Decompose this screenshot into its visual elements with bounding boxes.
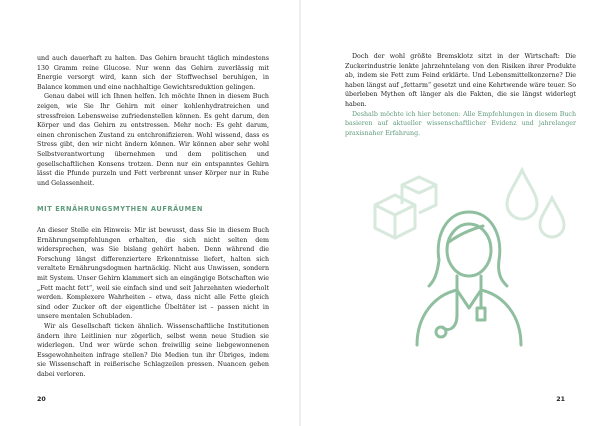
right-page	[301, 0, 600, 426]
right-text-block	[345, 52, 576, 138]
left-text-block-1	[37, 54, 269, 188]
paragraph: Wir als Gesellschaft ticken ähnlich. Wissenschaftliche Institutionen ändern ihre Leitlinien nur zögerlich, selbst wenn neue Studien sie widerlegen. Und wer würde schon freiwillig seine liebgewonnenen Essgewohnheiten infrage stellen? Die Medien tun ihr Übriges, indem sie Wissenschaft in reißerische Schlagzeilen pressen. Nuancen gehen dabei verloren.	[37, 322, 269, 378]
left-text-block-2	[37, 226, 269, 380]
doctor-icon	[417, 212, 521, 345]
paragraph: Genau dabei will ich Ihnen helfen. Ich möchte Ihnen in diesem Buch zeigen, wie Sie Ihr Gehirn mit einer kohlenhydratreichen und stressfreien Lebensweise zufriedenstellen können. Es geht darum, den Körper und das Gehirn zu entstressen. Mehr noch: Es geht darum, einen chronischen Zustand zu entchronifizieren. Wohl wissend, dass es Stress gibt, den wir nicht ändern können. Wir können aber sehr wohl Selbstverantwortung übernehmen und dem politischen und gesellschaftlichen Konsens trotzen. Denn nur ein entspanntes Gehirn lässt die Pfunde purzeln und Fett verbrennt unser Körper nur in Ruhe und Gelassenheit.	[37, 93, 269, 187]
paragraph: und auch dauerhaft zu halten. Das Gehirn braucht täglich mindestens 130 Gramm reine Glucose. Nur wenn das Gehirn zuverlässig mit Energie versorgt wird, kann sich der Stoffwechsel beruhigen, in Balance kommen und eine nachhaltige Gewichtsreduktion gelingen.	[37, 55, 269, 91]
page-number-right: 21	[556, 396, 565, 403]
paragraph: Doch der wohl größte Bremsklotz sitzt in der Wirtschaft: Die Zuckerindustrie lenkte jahrzehntelang von den Risiken ihrer Produkte ab, indem sie Fett zum Feind erklärte. Und Lebensmittelkonzerne? Die haben längst auf „fettarm“ gesetzt und eine Kehrtwende wäre teuer. So überleben Mythen oft länger als die Fakten, die sie längst widerlegt haben.	[345, 53, 576, 108]
page-number-left: 20	[37, 396, 46, 403]
paragraph: An dieser Stelle ein Hinweis: Mir ist bewusst, dass Sie in diesem Buch Ernährungsempfehlungen erhalten, die sich nicht selten dem widersprechen, was Sie bislang gehört haben. Denn während die Forschung längst differenziertere Erkenntnisse liefert, halten sich veraltete Ernährungsdogmen hartnäckig. Nicht aus Unwissen, sondern mit System. Unser Gehirn klammert sich an eingängige Botschaften wie „Fett macht fett“, weil sie einfach sind und seit Jahrzehnten wiederholt werden. Komplexere Wahrheiten – etwa, dass nicht alle Fette gleich sind oder Zucker oft der eigentliche Übeltäter ist – passen nicht in unsere mentalen Schubladen.	[37, 227, 269, 321]
left-page	[0, 0, 299, 426]
highlight-paragraph: Deshalb möchte ich hier betonen: Alle Empfehlungen in diesem Buch basieren auf aktueller wissenschaftlicher Evidenz und jahrelanger praxisnaher Erfahrung.	[345, 110, 576, 137]
sugar-cubes-icon	[375, 177, 436, 238]
droplets-icon	[507, 170, 564, 237]
section-heading: MIT ERNÄHRUNGSMYTHEN AUFRÄUMEN	[37, 205, 203, 213]
illustration	[357, 150, 577, 350]
